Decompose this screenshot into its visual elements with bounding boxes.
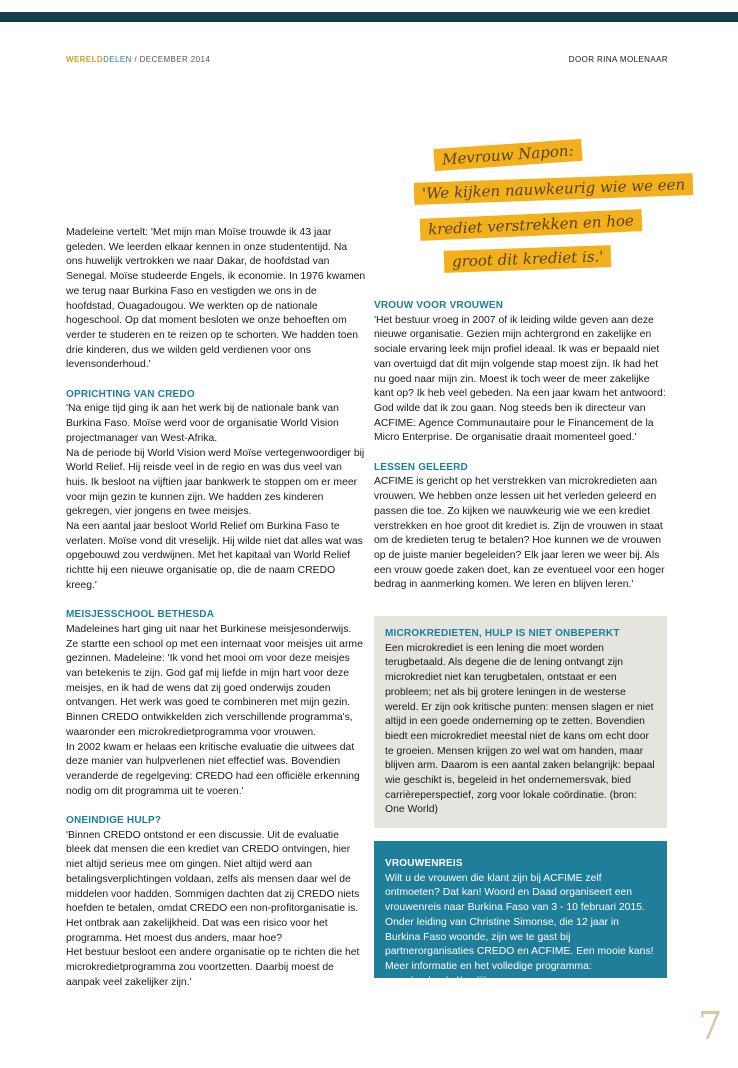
section-heading: VROUW VOOR VROUWEN (374, 300, 504, 311)
paragraph: ACFIME is gericht op het verstrekken van microkredieten aan vrouwen. We hebben onze lessen uit het verleden geleerd en passen die toe. Zo kijken we nauwkeurig wie we een krediet verstrekken en hoe groot dit krediet is. Zijn de vrouwen in staat om de kredieten terug te betalen? Hoe kunnen we de vrouwen op de juiste manier begeleiden? Elk jaar leren we weer bij. Als een vrouw goede zaken doet, kan ze eventueel voor een hoger bedrag in aanmerking komen. We leren en blijven leren.' (374, 476, 665, 591)
info-box-microkredieten (374, 616, 667, 828)
section-heading: LESSEN GELEERD (374, 461, 468, 473)
box-heading: VROUWENREIS (385, 858, 463, 869)
section-heading: OPRICHTING VAN CREDO (66, 388, 195, 400)
section-lessen (374, 461, 670, 593)
issue-date: / DECEMBER 2014 (131, 55, 211, 64)
intro-paragraph: Madeleine vertelt: 'Met mijn man Moïse trouwde ik 43 jaar geleden. We leerden elkaar kennen in onze studententijd. Na ons huwelijk vertrokken we naar Dakar, de hoofdstad van Senegal. Moïse studeerde Engels, ik economie. In 1976 kwamen we terug naar Burkina Faso en vestigden we ons in de hoofdstad, Ouagadougou. We werkten op de nationale hogeschool. Op dat moment besloten we onze behoeften om verder te studeren en te reizen op te schorten. We hadden toen drie kinderen, dus we wilden geld verdienen voor ons levensonderhoud.' (66, 227, 366, 371)
paragraph: Madeleines hart ging uit naar het Burkinese meisjesonderwijs. Ze startte een school op met een internaat voor meisjes uit arme gezinnen. Madeleine: 'Ik vond het mooi om voor deze meisjes van betekenis te zijn. God gaf mij liefde in mijn hart voor deze meisjes, en ik had de wens dat zij goed onderwijs zouden ontvangen. Het werk was goed te combineren met mijn gezin. Binnen CREDO ontwikkelden zich verschillende programma's, waaronder een microkredietprogramma voor vrouwen. (66, 623, 363, 738)
quote-line: krediet verstrekken en hoe (420, 209, 643, 241)
paragraph: Na de periode bij World Vision werd Moïse vertegenwoordiger bij World Relief. Hij reisde veel in de regio en was dus veel van huis. Ik besloot na vijftien jaar bankwerk te stoppen om er meer voor mijn gezin te kunnen zijn. We hadden zes kinderen gekregen, vier jongens en twee meisjes. (66, 447, 365, 518)
pull-quote (420, 140, 686, 280)
brand-rest: DELEN (103, 55, 132, 64)
section-oprichting (66, 388, 366, 594)
paragraph: Het bestuur besloot een andere organisatie op te richten die het microkredietprogramma zou voortzetten. Daarbij moest de aanpak veel zakelijker zijn.' (66, 947, 360, 988)
paragraph: 'Na enige tijd ging ik aan het werk bij de nationale bank van Burkina Faso. Moïse werd voor de organisatie World Vision projectmanager van West-Afrika. (66, 403, 339, 444)
section-oneindige-hulp (66, 814, 366, 990)
left-column (66, 226, 366, 991)
box-text: Wilt u de vrouwen die klant zijn bij ACFIME zelf ontmoeten? Dat kan! Woord en Daad organiseert een vrouwenreis naar Burkina Faso van 3 - 10 februari 2015. Onder leiding van Christine Simonse, die 12 jaar in Burkina Faso woonde, zijn we te gast bij partnerorganisaties CREDO en ACFIME. Een mooie kans! Meer informatie en het volledige programma: woordendaad.nl/eerlijkevrouw. (385, 872, 654, 987)
section-heading: ONEINDIGE HULP? (66, 815, 162, 827)
section-meisjesschool (66, 608, 366, 799)
quote-line: 'We kijken nauwkeurig wie we een (414, 173, 694, 205)
right-column (374, 299, 670, 593)
paragraph: 'Binnen CREDO ontstond er een discussie. Uit de evaluatie bleek dat mensen die een krediet van CREDO ontvingen, hier niet altijd serieus mee om gingen. Niet altijd werd aan betalingsverplichtingen voldaan, zelfs als mensen daar wel de middelen voor hadden. Sommigen dachten dat zij CREDO niets hoefden te betalen, omdat CREDO een non-profitorganisatie is. Het ontbrak aan zakelijkheid. Dat was een risico voor het programma. Het moest dus anders, maar hoe? (66, 829, 360, 944)
paragraph: 'Het bestuur vroeg in 2007 of ik leiding wilde geven aan deze nieuwe organisatie. Gezien mijn achtergrond en zakelijke en sociale ervaring leek mijn profiel ideaal. Ik was er bepaald niet van overtuigd dat dit mijn volgende stap moest zijn. Ik had het nu goed naar mijn zin. Moest ik toch weer de meer zakelijke kant op? Ik heb veel gebeden. Na een jaar kwam het antwoord: God wilde dat ik zou gaan. Nog steeds ben ik directeur van ACFIME: Agence Communautaire pour le Financement de la Micro Enterprise. De organisatie draait momenteel goed.' (374, 314, 666, 444)
paragraph: In 2002 kwam er helaas een kritische evaluatie die uitwees dat deze manier van hulpverlenen niet effectief was. Bovendien veranderde de regelgeving: CREDO had een officiële erkenning nodig om dit programma uit te voeren.' (66, 741, 360, 797)
author-byline: DOOR RINA MOLENAAR (568, 55, 668, 64)
brand-bold: WERELD (66, 55, 104, 64)
section-heading: MEISJESSCHOOL BETHESDA (66, 609, 215, 621)
paragraph: Na een aantal jaar besloot World Relief om Burkina Faso te verlaten. Moïse vond dit vreselijk. Hij wilde niet dat alles wat was opgebouwd zou verdwijnen. Met het kapitaal van World Relief richtte hij een nieuwe organisatie op, die de naam CREDO kreeg.' (66, 521, 363, 591)
box-heading: MICROKREDIETEN, HULP IS NIET ONBEPERKT (385, 628, 620, 639)
top-bar (0, 12, 738, 22)
info-box-vrouwenreis (374, 841, 667, 987)
magazine-header (66, 55, 210, 64)
quote-line: Mevrouw Napon: (433, 139, 582, 171)
quote-line: groot dit krediet is.' (444, 245, 612, 273)
box-text: Een microkrediet is een lening die moet worden terugbetaald. Als degene die de lening ontvangt zijn microkrediet niet kan terugbetalen, ontstaat er een probleem; net als bij grotere leningen in de westerse wereld. Er zijn ook kritische punten: mensen slagen er niet altijd in een goede onderneming op te zetten. Bovendien biedt een microkrediet meestal niet de kans om echt door te groeien. Mensen krijgen zo wel wat om handen, maar blijven arm. Daarom is een aantal zaken belangrijk: bepaal wie geschikt is, begeleid in het ondernemersvak, bied carrièreperspectief, zorg voor lokale coördinatie. (bron: One World) (385, 642, 655, 816)
page-number: 7 (698, 1004, 723, 1048)
